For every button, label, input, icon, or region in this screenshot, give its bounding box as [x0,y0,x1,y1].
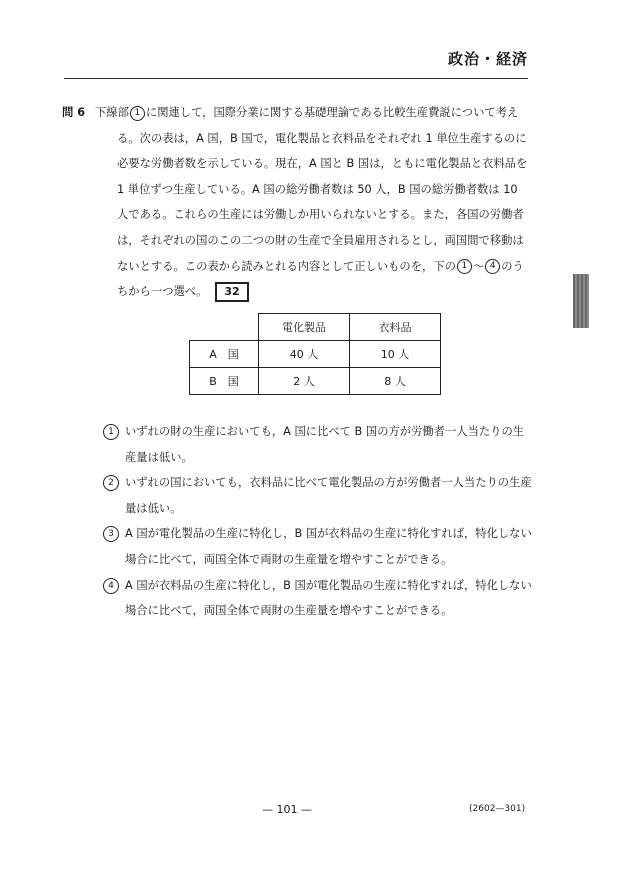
option-text: A 国が衣料品の生産に特化し，B 国が電化製品の生産に特化すれば，特化しない場合に比べて，両国全体で両財の生産量を増やすことができる。 [125,578,532,618]
question-text-main: に関連して，国際分業に関する基礎理論である比較生産費説について考える。次の表は，A 国，B 国で，電化製品と衣料品をそれぞれ 1 単位生産するのに必要な労働者数を示している。現在，A 国と B 国は，ともに電化製品と衣料品を 1 単位ずつ生産している。A 国の総労働者数は 50 人，B 国の総労働者数は 10 人である。これらの生産には労働しか用いられないとする。また，各国の労働者は，それぞれの国のこの二つの財の生産で全員雇用されるとし，両国間で移動はないとする。この表から読みとれる内容として正しいものを，下の [117,106,528,273]
underline-ref-marker: 1 [130,106,145,121]
option-number: 3 [103,526,119,542]
question-text [95,100,532,305]
table-corner [190,314,259,341]
document-code: (2602—301) [469,804,526,814]
table-cell: 10 人 [350,341,441,368]
question-text-end: のうちから一つ選べ。 [117,259,524,299]
header-rule [64,78,528,79]
side-index-tab [573,274,589,328]
range-end-marker: 4 [485,259,500,274]
table-cell: 40 人 [259,341,350,368]
table-cell: 8 人 [350,368,441,395]
answer-option[interactable] [103,521,533,572]
option-text: いずれの国においても，衣料品に比べて電化製品の方が労働者一人当たりの生産量は低い。 [125,476,532,515]
table-row-label: A 国 [190,341,259,368]
table-header-electronics: 電化製品 [259,314,350,341]
table-row-label: B 国 [190,368,259,395]
option-text: A 国が電化製品の生産に特化し，B 国が衣料品の生産に特化すれば，特化しない場合に比べて，両国全体で両財の生産量を増やすことができる。 [125,527,532,566]
answer-options [103,419,533,624]
range-start-marker: 1 [457,259,472,274]
range-separator: ～ [472,259,485,273]
option-text: いずれの財の生産においても，A 国に比べて B 国の方が労働者一人当たりの生産量は低い。 [125,425,525,464]
question-text-prefix: 下線部 [95,106,129,119]
question-block [62,100,532,305]
question-label: 問 6 [62,106,86,119]
table-header-clothing: 衣料品 [350,314,441,341]
option-number: 1 [103,424,119,440]
labor-table [189,313,441,395]
answer-option[interactable] [103,470,533,521]
option-number: 4 [103,578,119,594]
option-number: 2 [103,475,119,491]
answer-number-box: 32 [215,282,248,302]
table-header-row [190,314,441,341]
table-cell: 2 人 [259,368,350,395]
table-row [190,341,441,368]
page-number: — 101 — [262,803,312,816]
subject-title: 政治・経済 [447,50,528,68]
answer-option[interactable] [103,573,533,624]
table-row [190,368,441,395]
answer-option[interactable] [103,419,533,470]
